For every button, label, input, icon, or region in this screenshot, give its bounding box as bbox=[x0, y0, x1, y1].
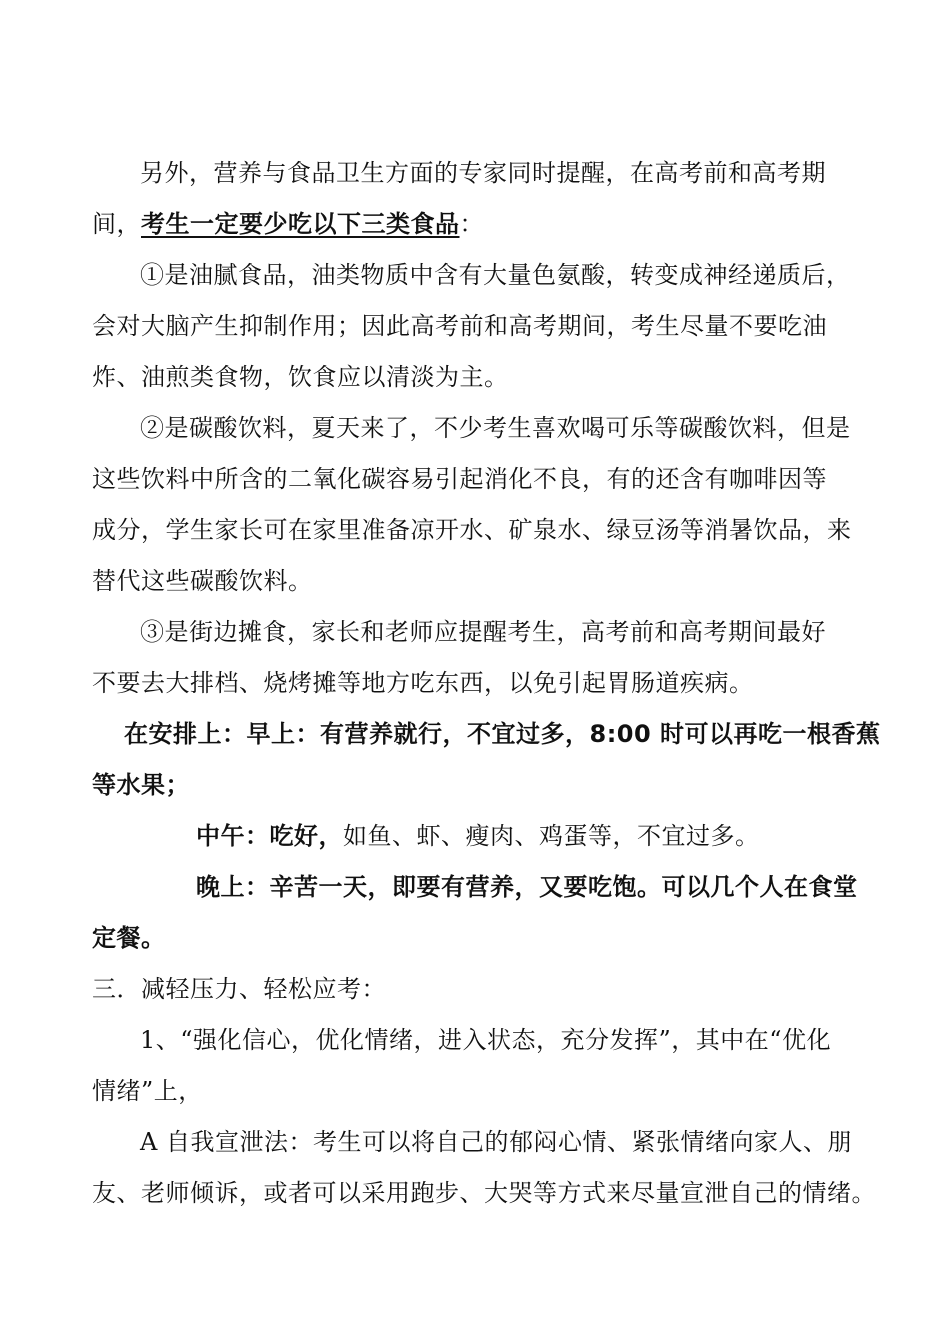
point-one-line: 1、“强化信心，优化情绪，进入状态，充分发挥”，其中在“优化 bbox=[140, 1026, 832, 1054]
schedule-morning: 等水果； bbox=[92, 771, 190, 799]
noon-text: 如鱼、虾、瘦肉、鸡蛋等，不宜过多。 bbox=[343, 822, 760, 850]
noon-label: 中午：吃好， bbox=[196, 822, 343, 850]
text-span: ： bbox=[459, 210, 484, 238]
emphasis-heading: 考生一定要少吃以下三类食品 bbox=[141, 210, 460, 238]
item-one-line: ①是油腻食品，油类物质中含有大量色氨酸，转变成神经递质后， bbox=[140, 261, 851, 289]
item-one-line: 炸、油煎类食物，饮食应以清淡为主。 bbox=[92, 363, 509, 391]
point-a-line: 友、老师倾诉，或者可以采用跑步、大哭等方式来尽量宣泄自己的情绪。 bbox=[92, 1179, 876, 1207]
schedule-evening: 晚上：辛苦一天，即要有营养，又要吃饱。可以几个人在食堂 bbox=[196, 873, 858, 901]
item-two-line: 这些饮料中所含的二氧化碳容易引起消化不良，有的还含有咖啡因等 bbox=[92, 465, 827, 493]
item-three-line: 不要去大排档、烧烤摊等地方吃东西，以免引起胃肠道疾病。 bbox=[92, 669, 754, 697]
paragraph-line: 另外，营养与食品卫生方面的专家同时提醒，在高考前和高考期 bbox=[140, 159, 826, 187]
point-one-line: 情绪”上， bbox=[92, 1077, 203, 1105]
paragraph-line bbox=[92, 199, 862, 250]
schedule-evening: 定餐。 bbox=[92, 924, 166, 952]
item-three-line: ③是街边摊食，家长和老师应提醒考生，高考前和高考期间最好 bbox=[140, 618, 826, 646]
schedule-noon bbox=[92, 811, 862, 862]
item-two-line: ②是碳酸饮料，夏天来了，不少考生喜欢喝可乐等碳酸饮料，但是 bbox=[140, 414, 851, 442]
item-two-line: 成分，学生家长可在家里准备凉开水、矿泉水、绿豆汤等消暑饮品，来 bbox=[92, 516, 852, 544]
schedule-morning: 在安排上：早上：有营养就行，不宜过多，8:00 时可以再吃一根香蕉 bbox=[124, 720, 881, 748]
item-two-line: 替代这些碳酸饮料。 bbox=[92, 567, 313, 595]
document-page bbox=[92, 148, 881, 1219]
item-one-line: 会对大脑产生抑制作用；因此高考前和高考期间，考生尽量不要吃油 bbox=[92, 312, 827, 340]
text-span: 间， bbox=[92, 210, 141, 238]
section-heading: 三．减轻压力、轻松应考： bbox=[92, 975, 386, 1003]
point-a-line: A 自我宣泄法：考生可以将自己的郁闷心情、紧张情绪向家人、朋 bbox=[140, 1128, 852, 1156]
